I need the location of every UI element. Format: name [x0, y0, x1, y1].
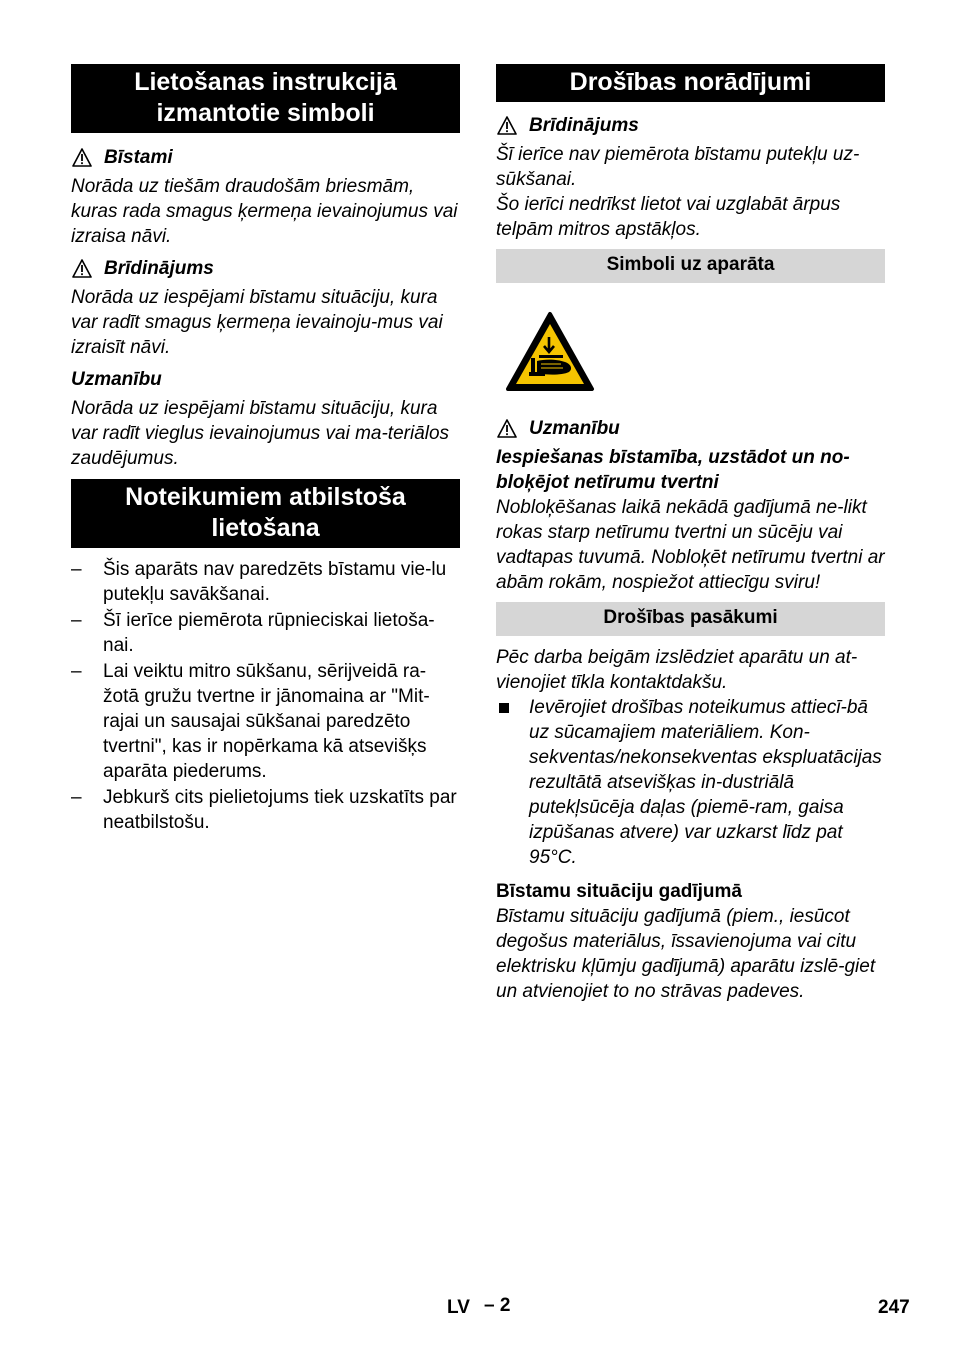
caution-heading: Iespiešanas bīstamība, uzstādot un no-bloķējot netīrumu tvertni — [496, 447, 850, 493]
danger-heading: Bīstamu situāciju gadījumā — [496, 881, 742, 902]
caution-text: Norāda uz iespējami bīstamu situāciju, kura var radīt vieglus ievainojumus vai ma-teriālos zaudējumus. — [71, 398, 450, 469]
footer-section-page: – 2 — [484, 1295, 511, 1316]
warning-text-1: Šī ierīce nav piemērota bīstamu putekļu uz-sūkšanai. — [496, 144, 860, 190]
warning-triangle-icon — [72, 259, 92, 278]
caution-text: Nobloķēšanas laikā nekādā gadījumā ne-likt rokas starp netīrumu tvertni un sūcēju vai vadtapas tuvumā. Nobloķēt netīrumu tvertni ar abām rokām, nospiežot attiecīgu sviru! — [496, 497, 885, 593]
warning-label: Brīdinājums — [496, 113, 885, 138]
right-column — [496, 64, 885, 1004]
list-item: – Lai veiktu mitro sūkšanu, sērijveidā ra-žotā gružu tvertne ir jānomaina ar "Mit-rajai un sausajai sūkšanai paredzēto tvertni", kas ir nopērkama kā atsevišķs aparāta piederums. — [71, 661, 430, 782]
left-column — [71, 64, 460, 835]
section-header-safety: Drošības norādījumi — [496, 64, 885, 102]
danger-text: Norāda uz tiešām draudošām briesmām, kuras rada smagus ķermeņa ievainojumus vai izraisa nāvi. — [71, 176, 458, 247]
danger-label: Bīstami — [71, 145, 460, 170]
warning-triangle-icon — [497, 116, 517, 135]
hand-crush-warning-icon — [505, 311, 595, 393]
measures-list — [496, 695, 885, 870]
subheader-safety-measures: Drošības pasākumi — [496, 602, 885, 636]
danger-text: Bīstamu situāciju gadījumā (piem., iesūcot degošus materiālus, īssavienojuma vai citu elektrisku kļūmju gadījumā) aparātu izslē-giet un atvienojiet to no strāvas padeves. — [496, 906, 876, 1002]
section-header-symbols: Lietošanas instrukcijā izmantotie simboli — [71, 64, 460, 133]
list-item: Ievērojiet drošības noteikumus attiecī-bā uz sūcamajiem materiāliem. Kon-sekventas/nekonsekventas ekspluatācijas rezultātā atsevišķas in-dustriālā putekļsūcēja daļas (piemē-ram, gaisa izpūšanas atvere) var uzkarst līdz pat 95°C. — [496, 695, 885, 870]
section-header-intended-use: Noteikumiem atbilstoša lietošana — [71, 479, 460, 548]
measures-text: Pēc darba beigām izslēdziet aparātu un at-vienojiet tīkla kontaktdakšu. — [496, 647, 858, 693]
list-item: – Jebkurš cits pielietojums tiek uzskatīts par neatbilstošu. — [71, 787, 457, 833]
subheader-device-symbols: Simboli uz aparāta — [496, 249, 885, 283]
list-item: – Šī ierīce piemērota rūpnieciskai lietoša-nai. — [71, 610, 435, 656]
warning-label: Brīdinājums — [71, 256, 460, 281]
square-bullet-icon — [499, 703, 509, 713]
list-item: – Šis aparāts nav paredzēts bīstamu vie-lu putekļu savākšanai. — [71, 559, 447, 605]
warning-text: Norāda uz iespējami bīstamu situāciju, kura var radīt smagus ķermeņa ievainoju-mus vai izraisīt nāvi. — [71, 287, 443, 358]
caution-label: Uzmanību — [496, 416, 885, 441]
warning-text-2: Šo ierīci nedrīkst lietot vai uzglabāt ārpus telpām mitros apstākļos. — [496, 194, 841, 240]
page-number: 247 — [878, 1297, 910, 1318]
caution-label: Uzmanību — [71, 369, 162, 390]
footer-language: LV — [447, 1297, 470, 1318]
warning-triangle-icon — [497, 419, 517, 438]
warning-triangle-icon — [72, 148, 92, 167]
intended-use-list — [71, 557, 460, 835]
